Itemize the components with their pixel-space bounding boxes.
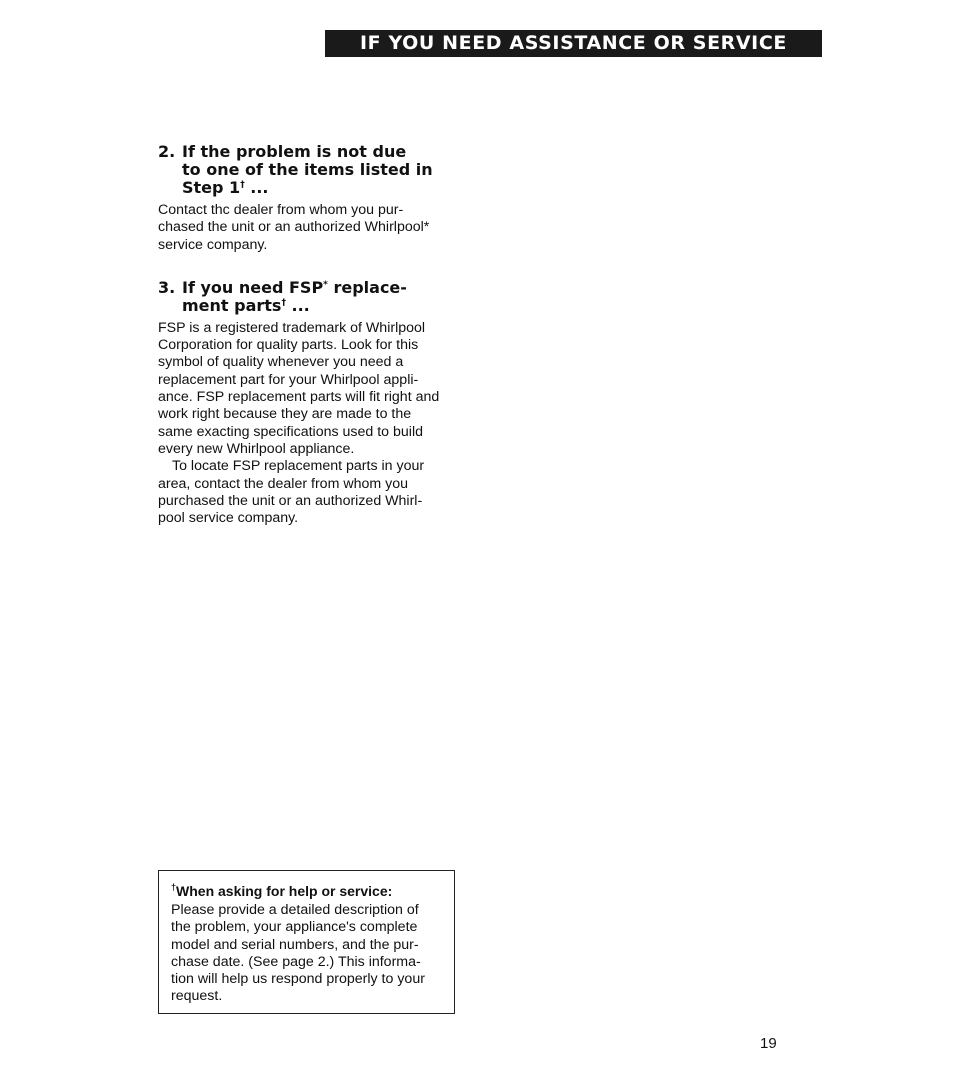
body-line: To locate FSP replacement parts in your	[172, 458, 425, 475]
service-note-box	[158, 870, 455, 1014]
body-line: same exacting specifications used to build	[158, 423, 423, 440]
body-line: service company.	[158, 236, 268, 253]
body-line: Please provide a detailed description of	[171, 902, 419, 918]
body-line: pool service company.	[158, 510, 299, 527]
section-3-heading-ellipsis: ...	[285, 295, 310, 315]
section-2-number: 2.	[158, 142, 176, 161]
body-line: model and serial numbers, and the pur-	[171, 936, 419, 953]
section-3-heading	[158, 279, 468, 315]
main-column	[158, 143, 468, 527]
body-line: area, contact the dealer from whom you	[158, 475, 408, 492]
page-number: 19	[760, 1035, 777, 1052]
body-line: every new Whirlpool appliance.	[158, 440, 355, 457]
dagger-mark: †	[240, 180, 245, 190]
body-line: symbol of quality whenever you need a	[158, 354, 404, 371]
section-2-heading-line-2: to one of the items listed in	[182, 160, 433, 179]
body-line: replacement part for your Whirlpool appli-	[158, 371, 419, 388]
body-line: work right because they are made to the	[158, 406, 412, 423]
section-header-title: IF YOU NEED ASSISTANCE OR SERVICE	[360, 32, 787, 54]
section-3-heading-text: replace-	[327, 277, 407, 297]
body-line: request.	[171, 988, 223, 1005]
body-line: chase date. (See page 2.) This informa-	[171, 953, 421, 970]
body-line: ance. FSP replacement parts will fit right and	[158, 389, 440, 406]
section-3-heading-text: ment parts	[182, 295, 282, 315]
dagger-mark: †	[281, 297, 286, 308]
note-title-text: When asking for help or service:	[176, 883, 393, 899]
body-line: the problem, your appliance's complete	[171, 919, 418, 936]
section-3-heading-line-2	[182, 297, 468, 315]
note-body	[171, 902, 444, 1006]
section-header-banner	[325, 30, 822, 57]
body-line: purchased the unit or an authorized Whirl-	[158, 492, 423, 509]
section-2-heading-step: Step 1	[182, 178, 241, 197]
body-line: tion will help us respond properly to your	[171, 971, 425, 988]
dagger-mark: †	[171, 882, 177, 892]
section-2-heading-line-1: If the problem is not due	[182, 142, 407, 161]
section-2-heading-ellipsis: ...	[244, 178, 269, 197]
note-title	[171, 883, 444, 900]
section-3-heading-line-1	[182, 279, 468, 297]
body-line: FSP is a registered trademark of Whirlpool	[158, 319, 426, 336]
asterisk-mark: *	[323, 279, 328, 290]
body-line: Corporation for quality parts. Look for this	[158, 337, 419, 354]
section-2-heading-line-3	[182, 179, 468, 197]
section-3-number: 3.	[158, 277, 176, 297]
section-2-heading	[158, 143, 468, 197]
body-line: Contact thc dealer from whom you pur-	[158, 202, 404, 218]
section-3-body	[158, 320, 468, 528]
section-3-heading-text: If you need FSP	[182, 277, 324, 297]
body-line: chased the unit or an authorized Whirlpool*	[158, 219, 430, 236]
section-2-body	[158, 202, 468, 254]
